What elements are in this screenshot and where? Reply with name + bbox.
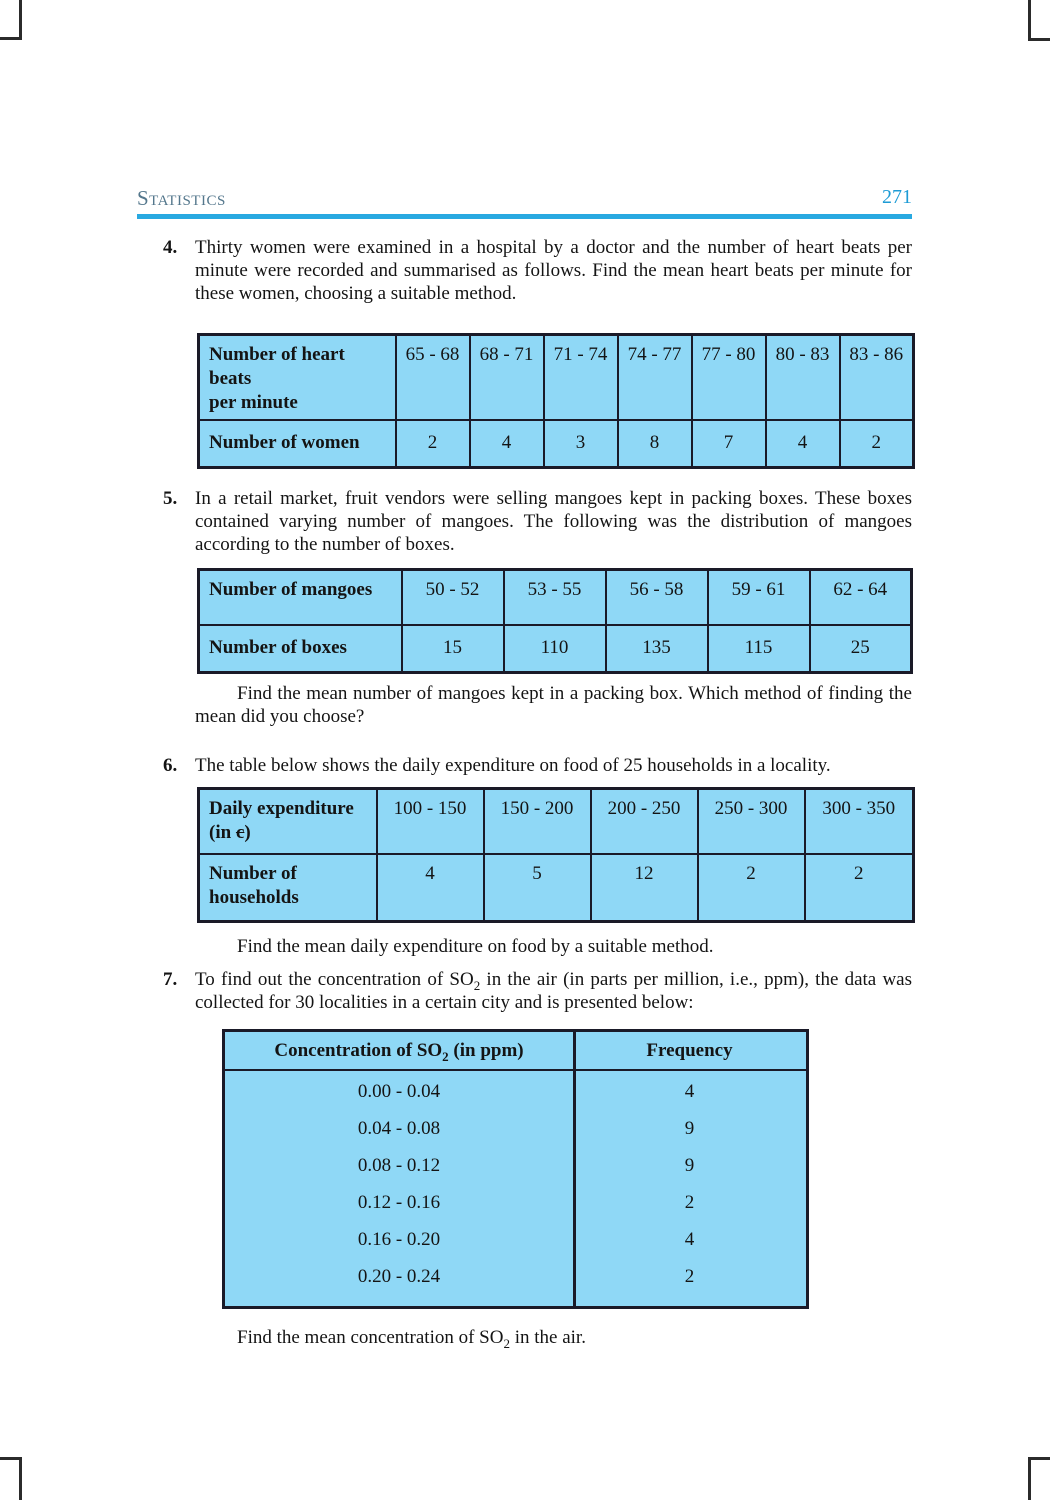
value-cell: 110 — [504, 625, 606, 672]
interval-cell: 200 - 250 — [591, 788, 698, 854]
interval-cell: 56 - 58 — [606, 569, 708, 625]
problem-5-followup: Find the mean number of mangoes kept in a packing box. Which method of finding the mean did you choose? — [195, 682, 912, 727]
crop-mark-top-right-horizontal — [1028, 38, 1050, 41]
value-cell: 7 — [692, 420, 766, 467]
heartbeats-value-row — [199, 420, 914, 467]
frequency-cell: 2 — [684, 1266, 695, 1287]
expenditure-value-row — [199, 854, 914, 921]
page-number: 271 — [882, 186, 912, 208]
value-cell: 4 — [377, 854, 484, 921]
crop-mark-top-right-vertical — [1028, 0, 1031, 40]
exercise-content — [137, 230, 912, 1349]
crop-mark-top-left-vertical — [19, 0, 22, 39]
expenditure-value-label: Number of households — [199, 854, 377, 921]
interval-cell: 300 - 350 — [805, 788, 914, 854]
problem-6-followup: Find the mean daily expenditure on food by a suitable method. — [237, 935, 714, 957]
heartbeats-header-row — [199, 335, 914, 421]
interval-cell: 53 - 55 — [504, 569, 606, 625]
frequency-cell: 4 — [684, 1081, 695, 1102]
frequency-cell: 9 — [684, 1155, 695, 1176]
interval-cell: 77 - 80 — [692, 335, 766, 421]
value-cell: 15 — [402, 625, 504, 672]
value-cell: 2 — [396, 420, 470, 467]
so2-column-divider — [573, 1032, 576, 1306]
problem-5-text: In a retail market, fruit vendors were selling mangoes kept in packing boxes. These boxes contained varying number of mangoes. The following was the distribution of mangoes according to the number of boxes. — [195, 487, 912, 555]
problem-4-text: Thirty women were examined in a hospital by a doctor and the number of heart beats per minute were recorded and summarised as follows. Find the mean heart beats per minute for these women, choosing a suitable method. — [195, 237, 912, 304]
interval-cell: 100 - 150 — [377, 788, 484, 854]
heartbeats-row-label: Number of heart beats per minute — [199, 335, 396, 421]
expenditure-table — [197, 787, 915, 923]
interval-cell: 150 - 200 — [484, 788, 591, 854]
value-cell: 2 — [805, 854, 914, 921]
interval-cell: 50 - 52 — [402, 569, 504, 625]
value-cell: 2 — [698, 854, 805, 921]
problem-7-number: 7. — [163, 968, 178, 990]
crop-mark-bottom-right-horizontal — [1028, 1457, 1050, 1460]
crop-mark-top-left-horizontal — [0, 37, 22, 40]
mangoes-row-label: Number of mangoes — [199, 569, 402, 625]
problem-7 — [137, 968, 912, 1014]
problem-5 — [137, 487, 912, 556]
range-cell: 0.16 - 0.20 — [357, 1229, 441, 1250]
so2-header-row — [225, 1032, 806, 1071]
value-cell: 12 — [591, 854, 698, 921]
problem-6-text: The table below shows the daily expenditure on food of 25 households in a locality. — [195, 754, 831, 776]
mangoes-header-row — [199, 569, 912, 625]
frequency-cell: 2 — [684, 1192, 695, 1213]
crop-mark-bottom-left-vertical — [19, 1459, 22, 1500]
heartbeats-table — [197, 333, 915, 469]
value-cell: 135 — [606, 625, 708, 672]
table-row — [225, 1111, 806, 1148]
problem-7-followup: Find the mean concentration of $SO_2$ in the air. — [237, 1326, 586, 1351]
header-rule — [137, 214, 912, 219]
interval-cell: 250 - 300 — [698, 788, 805, 854]
table-row — [225, 1148, 806, 1185]
interval-cell: 71 - 74 — [544, 335, 618, 421]
interval-cell: 59 - 61 — [708, 569, 810, 625]
so2-table — [222, 1029, 809, 1309]
value-cell: 3 — [544, 420, 618, 467]
crop-mark-bottom-left-horizontal — [0, 1457, 22, 1460]
interval-cell: 83 - 86 — [840, 335, 914, 421]
interval-cell: 80 - 83 — [766, 335, 840, 421]
table-row — [225, 1074, 806, 1111]
value-cell: 2 — [840, 420, 914, 467]
so2-concentration-header: Concentration of $SO_2$ (in ppm) — [274, 1039, 524, 1064]
interval-cell: 68 - 71 — [470, 335, 544, 421]
problem-5-number: 5. — [163, 487, 178, 509]
mangoes-value-label: Number of boxes — [199, 625, 402, 672]
frequency-cell: 4 — [684, 1229, 695, 1250]
section-title: Statistics — [137, 186, 226, 210]
rupee-symbol: c — [235, 821, 245, 843]
value-cell: 5 — [484, 854, 591, 921]
value-cell: 25 — [810, 625, 912, 672]
page-header — [137, 186, 912, 210]
expenditure-row-label: Daily expenditure (in c) — [199, 788, 377, 854]
range-cell: 0.08 - 0.12 — [357, 1155, 441, 1176]
table-row — [225, 1185, 806, 1222]
range-cell: 0.04 - 0.08 — [357, 1118, 441, 1139]
range-cell: 0.12 - 0.16 — [357, 1192, 441, 1213]
crop-mark-bottom-right-vertical — [1028, 1459, 1031, 1500]
mangoes-value-row — [199, 625, 912, 672]
frequency-cell: 9 — [684, 1118, 695, 1139]
value-cell: 115 — [708, 625, 810, 672]
problem-6-number: 6. — [163, 754, 178, 776]
so2-table-body — [225, 1071, 806, 1306]
so2-subscript: 2 — [473, 977, 481, 993]
problem-7-text: To find out the concentration of $SO_2$ in the air (in parts per million, i.e., ppm), the data was collected for 30 localities in a certain city and is presented below: — [195, 968, 913, 1013]
heartbeats-value-label: Number of women — [199, 420, 396, 467]
value-cell: 4 — [766, 420, 840, 467]
problem-6 — [137, 754, 912, 777]
expenditure-header-row — [199, 788, 914, 854]
interval-cell: 62 - 64 — [810, 569, 912, 625]
so2-subscript: 2 — [503, 1335, 510, 1351]
so2-frequency-header: Frequency — [646, 1039, 733, 1061]
table-row — [225, 1222, 806, 1259]
range-cell: 0.20 - 0.24 — [357, 1266, 441, 1287]
value-cell: 4 — [470, 420, 544, 467]
table-row — [225, 1259, 806, 1296]
interval-cell: 65 - 68 — [396, 335, 470, 421]
interval-cell: 74 - 77 — [618, 335, 692, 421]
problem-4 — [137, 236, 912, 305]
mangoes-table — [197, 568, 913, 674]
so2-subscript: 2 — [442, 1048, 449, 1064]
range-cell: 0.00 - 0.04 — [357, 1081, 441, 1102]
problem-4-number: 4. — [163, 237, 178, 258]
value-cell: 8 — [618, 420, 692, 467]
